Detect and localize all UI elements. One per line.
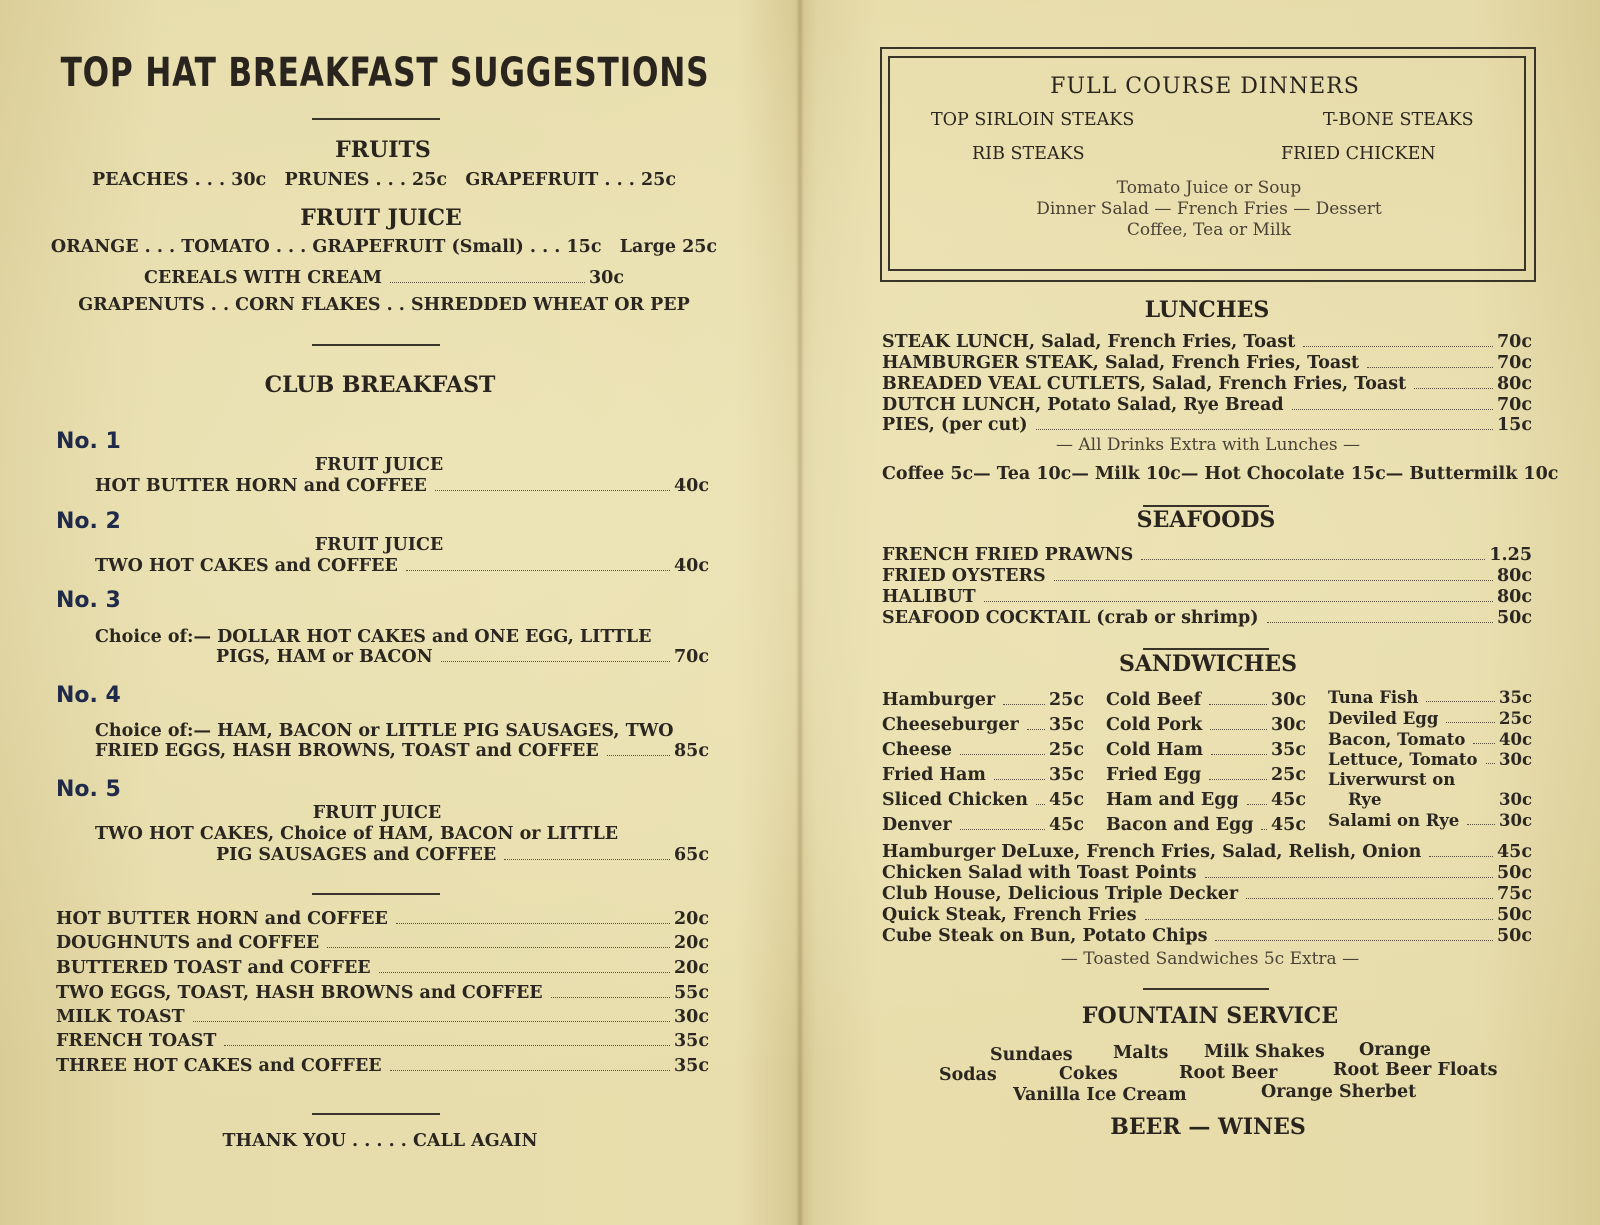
sandwich-special-label: Club House, Delicious Triple Decker	[882, 884, 1239, 904]
sandwich-item-label: Bacon, Tomato	[1328, 730, 1466, 749]
dot-leader	[1036, 804, 1045, 805]
sandwich-item-label: Cheese	[882, 740, 952, 760]
club-no5-line1: TWO HOT CAKES, Choice of HAM, BACON or LITTLE	[95, 824, 619, 844]
fountain-item: Root Beer	[1179, 1063, 1278, 1083]
sandwich-item-price: 25c	[1048, 740, 1084, 760]
dinners-heading: FULL COURSE DINNERS	[1050, 74, 1360, 99]
dot-leader	[1429, 856, 1493, 857]
divider	[312, 344, 440, 346]
sandwich-item-label: Cold Ham	[1106, 740, 1203, 760]
extra-item-label: TWO EGGS, TOAST, HASH BROWNS and COFFEE	[56, 983, 543, 1003]
club-no2-juice: FRUIT JUICE	[314, 535, 444, 555]
extra-item-price: 30c	[673, 1007, 709, 1027]
dot-leader	[1027, 729, 1045, 730]
sandwich-item-price: 30c	[1498, 811, 1532, 830]
dot-leader	[1267, 622, 1493, 623]
dot-leader	[1205, 877, 1493, 878]
club-no5-row	[216, 845, 709, 865]
seafood-item-price: 80c	[1496, 587, 1532, 607]
lunch-item	[882, 415, 1532, 435]
sandwich-item	[1106, 690, 1306, 710]
dot-leader	[1145, 919, 1493, 920]
sandwich-item	[882, 765, 1084, 785]
sandwich-special-price: 50c	[1496, 926, 1532, 946]
dot-leader	[1246, 898, 1493, 899]
dot-leader	[1141, 559, 1485, 560]
toasted-sandwiches-note: — Toasted Sandwiches 5c Extra —	[1060, 949, 1360, 969]
dot-leader	[327, 947, 670, 948]
sandwich-special	[882, 863, 1532, 883]
sandwich-special-price: 45c	[1496, 842, 1532, 862]
sandwich-item-label: Tuna Fish	[1328, 688, 1419, 707]
club-no1-row	[95, 476, 709, 496]
extra-item-price: 35c	[673, 1031, 709, 1051]
extra-item	[56, 1031, 709, 1051]
dot-leader	[504, 859, 670, 860]
sandwich-item-label: Denver	[882, 815, 952, 835]
sandwich-item-label: Liverwurst on	[1328, 770, 1456, 789]
sandwich-item-label: Fried Ham	[882, 765, 986, 785]
seafood-item-label: FRENCH FRIED PRAWNS	[882, 545, 1134, 565]
sandwich-item-label: Salami on Rye	[1328, 811, 1460, 830]
club-no5-line2: PIG SAUSAGES and COFFEE	[216, 845, 497, 865]
divider	[1143, 988, 1269, 990]
extra-item-price: 55c	[673, 983, 709, 1003]
dot-leader	[1467, 824, 1495, 825]
divider	[312, 893, 440, 895]
extra-item	[56, 983, 709, 1003]
sandwich-special-label: Quick Steak, French Fries	[882, 905, 1137, 925]
sandwich-item-label: Deviled Egg	[1328, 709, 1439, 728]
lunch-item-price: 70c	[1496, 332, 1532, 352]
seafood-item	[882, 545, 1532, 565]
club-no1-item: HOT BUTTER HORN and COFFEE	[95, 476, 427, 496]
sandwich-item-label: Fried Egg	[1106, 765, 1202, 785]
extra-item-label: THREE HOT CAKES and COFFEE	[56, 1056, 382, 1076]
sandwich-special-label: Hamburger DeLuxe, French Fries, Salad, Relish, Onion	[882, 842, 1422, 862]
sandwich-item-label: Sliced Chicken	[882, 790, 1028, 810]
lunch-item-label: STEAK LUNCH, Salad, French Fries, Toast	[882, 332, 1296, 352]
fountain-item: Cokes	[1059, 1064, 1118, 1084]
dot-leader	[390, 1070, 670, 1071]
club-no4-line1: Choice of:— HAM, BACON or LITTLE PIG SAUSAGES, TWO	[95, 721, 674, 741]
lunch-item	[882, 374, 1532, 394]
club-breakfast-heading: CLUB BREAKFAST	[264, 372, 496, 398]
lunch-item-price: 70c	[1496, 353, 1532, 373]
sandwich-item-price: 40c	[1498, 730, 1532, 749]
sandwich-item	[1328, 688, 1532, 707]
sandwich-special	[882, 842, 1532, 862]
sandwich-item-price: 35c	[1048, 765, 1084, 785]
dot-leader	[607, 755, 670, 756]
sandwich-item-price: 30c	[1498, 750, 1532, 769]
lunch-item-price: 15c	[1496, 415, 1532, 435]
sandwich-item-label: Rye	[1348, 790, 1382, 809]
dot-leader	[406, 570, 670, 571]
dot-leader	[224, 1045, 670, 1046]
club-no3-line1: Choice of:— DOLLAR HOT CAKES and ONE EGG, LITTLE	[95, 627, 652, 647]
fountain-item: Root Beer Floats	[1333, 1060, 1498, 1080]
fountain-item: Sodas	[939, 1065, 997, 1085]
sandwich-item	[1328, 811, 1532, 830]
dot-leader	[1247, 804, 1267, 805]
dot-leader	[1209, 704, 1267, 705]
sandwich-item	[882, 690, 1084, 710]
fountain-item: Malts	[1113, 1043, 1169, 1063]
dot-leader	[984, 601, 1493, 602]
dot-leader	[441, 661, 670, 662]
extra-item-label: MILK TOAST	[56, 1007, 185, 1027]
club-no2-price: 40c	[673, 556, 709, 576]
seafood-item-price: 50c	[1496, 608, 1532, 628]
sandwich-special	[882, 905, 1532, 925]
sandwiches-heading: SANDWICHES	[1118, 651, 1298, 677]
club-no5-juice: FRUIT JUICE	[312, 803, 442, 823]
club-no3-label: No. 3	[56, 588, 121, 613]
dinner-includes: Tomato Juice or Soup	[1116, 178, 1302, 198]
extra-item-label: HOT BUTTER HORN and COFFEE	[56, 909, 388, 929]
sandwich-special-label: Chicken Salad with Toast Points	[882, 863, 1197, 883]
extra-item-price: 20c	[673, 909, 709, 929]
seafood-item	[882, 608, 1532, 628]
sandwich-item-label: Cold Pork	[1106, 715, 1203, 735]
dot-leader	[1446, 722, 1495, 723]
sandwich-item	[1106, 715, 1306, 735]
sandwich-item-price: 45c	[1048, 790, 1084, 810]
dot-leader	[1036, 429, 1493, 430]
extra-item-price: 35c	[673, 1056, 709, 1076]
dot-leader	[396, 923, 670, 924]
dot-leader	[1486, 763, 1495, 764]
footer-thank-you: THANK YOU . . . . . CALL AGAIN	[222, 1131, 538, 1151]
divider	[312, 1113, 440, 1115]
dot-leader	[1211, 754, 1267, 755]
dinner-item: TOP SIRLOIN STEAKS	[931, 110, 1135, 130]
dot-leader	[435, 490, 670, 491]
dinner-includes: Dinner Salad — French Fries — Dessert	[1036, 199, 1382, 219]
seafood-item-label: SEAFOOD COCKTAIL (crab or shrimp)	[882, 608, 1259, 628]
fountain-item: Milk Shakes	[1204, 1042, 1325, 1062]
dot-leader	[1414, 388, 1493, 389]
club-no2-label: No. 2	[56, 509, 121, 534]
lunch-item	[882, 395, 1532, 415]
sandwich-item-label: Lettuce, Tomato	[1328, 750, 1478, 769]
seafood-item	[882, 566, 1532, 586]
lunches-heading: LUNCHES	[1144, 297, 1270, 323]
fountain-item: Orange	[1359, 1040, 1431, 1060]
dot-leader	[1261, 829, 1267, 830]
page-title: TOP HAT BREAKFAST SUGGESTIONS	[60, 50, 710, 96]
dot-leader	[379, 972, 670, 973]
club-no1-juice: FRUIT JUICE	[314, 455, 444, 475]
dot-leader	[1054, 580, 1493, 581]
lunch-item-label: HAMBURGER STEAK, Salad, French Fries, Toast	[882, 353, 1360, 373]
seafood-item-label: HALIBUT	[882, 587, 976, 607]
sandwich-special-price: 50c	[1496, 863, 1532, 883]
sandwich-item	[882, 715, 1084, 735]
club-no3-row	[216, 647, 709, 667]
dinner-item: FRIED CHICKEN	[1281, 144, 1436, 164]
sandwich-item-price: 25c	[1048, 690, 1084, 710]
sandwich-item	[1328, 709, 1532, 728]
lunch-item-label: DUTCH LUNCH, Potato Salad, Rye Bread	[882, 395, 1284, 415]
lunch-item	[882, 353, 1532, 373]
sandwich-item-label: Ham and Egg	[1106, 790, 1239, 810]
sandwich-item-label: Hamburger	[882, 690, 996, 710]
seafood-item-price: 1.25	[1489, 545, 1532, 565]
dot-leader	[1215, 940, 1493, 941]
sandwich-item-label: Cheeseburger	[882, 715, 1019, 735]
club-no1-label: No. 1	[56, 429, 121, 454]
sandwich-special-label: Cube Steak on Bun, Potato Chips	[882, 926, 1208, 946]
club-no4-price: 85c	[673, 741, 709, 761]
club-no3-line2: PIGS, HAM or BACON	[216, 647, 433, 667]
sandwich-item-price: 30c	[1498, 790, 1532, 809]
divider	[1143, 648, 1269, 650]
lunch-item-price: 70c	[1496, 395, 1532, 415]
dot-leader	[1367, 367, 1493, 368]
dinner-item: T-BONE STEAKS	[1323, 110, 1474, 130]
dot-leader	[994, 779, 1045, 780]
sandwich-item-label: Cold Beef	[1106, 690, 1202, 710]
sandwich-item	[1106, 790, 1306, 810]
cereals-price: 30c	[588, 268, 624, 288]
dot-leader	[960, 754, 1045, 755]
dot-leader	[1210, 729, 1267, 730]
cereals-row	[144, 268, 624, 288]
club-no4-row	[95, 741, 709, 761]
sandwich-item-price: 35c	[1048, 715, 1084, 735]
sandwich-special	[882, 926, 1532, 946]
lunch-item-label: PIES, (per cut)	[882, 415, 1028, 435]
extra-item	[56, 909, 709, 929]
fruits-line: PEACHES . . . 30c PRUNES . . . 25c GRAPEFRUIT . . . 25c	[92, 170, 676, 190]
fountain-service-heading: FOUNTAIN SERVICE	[1081, 1003, 1339, 1029]
club-no5-label: No. 5	[56, 777, 121, 802]
fountain-item: Sundaes	[990, 1045, 1073, 1065]
club-no4-label: No. 4	[56, 683, 121, 708]
fruits-heading: FRUITS	[335, 137, 431, 163]
dot-leader	[551, 997, 670, 998]
fruit-juice-heading: FRUIT JUICE	[300, 205, 462, 231]
dinner-item: RIB STEAKS	[972, 144, 1085, 164]
sandwich-item	[1106, 815, 1306, 835]
club-no5-price: 65c	[673, 845, 709, 865]
extra-item-label: DOUGHNUTS and COFFEE	[56, 933, 320, 953]
sandwich-item	[1106, 740, 1306, 760]
sandwich-item-price: 45c	[1270, 815, 1306, 835]
dot-leader	[1209, 779, 1267, 780]
dot-leader	[1303, 346, 1493, 347]
seafoods-heading: SEAFOODS	[1136, 507, 1276, 533]
sandwich-item	[1328, 730, 1532, 749]
dot-leader	[1003, 704, 1045, 705]
dot-leader	[960, 829, 1045, 830]
lunch-drinks-prices: Coffee 5c— Tea 10c— Milk 10c— Hot Chocolate 15c— Buttermilk 10c	[882, 464, 1559, 484]
dot-leader	[193, 1021, 670, 1022]
seafood-item-label: FRIED OYSTERS	[882, 566, 1046, 586]
dot-leader	[1426, 701, 1495, 702]
extra-item	[56, 1007, 709, 1027]
extra-item-price: 20c	[673, 933, 709, 953]
seafood-item	[882, 587, 1532, 607]
sandwich-item	[1348, 790, 1532, 809]
extra-item-label: BUTTERED TOAST and COFFEE	[56, 958, 371, 978]
sandwich-item-price: 45c	[1048, 815, 1084, 835]
sandwich-item	[1106, 765, 1306, 785]
dot-leader	[1473, 743, 1495, 744]
sandwich-item-price: 30c	[1270, 715, 1306, 735]
fountain-item: Orange Sherbet	[1261, 1082, 1417, 1102]
cereals-label: CEREALS WITH CREAM	[144, 268, 383, 288]
sandwich-special-price: 50c	[1496, 905, 1532, 925]
lunch-drinks-note: — All Drinks Extra with Lunches —	[1055, 435, 1361, 455]
dot-leader	[390, 282, 585, 283]
sandwich-item-price: 25c	[1498, 709, 1532, 728]
extra-item	[56, 933, 709, 953]
sandwich-item-price: 30c	[1270, 690, 1306, 710]
dot-leader	[1292, 409, 1493, 410]
extra-item-price: 20c	[673, 958, 709, 978]
lunch-item-price: 80c	[1496, 374, 1532, 394]
dinner-includes: Coffee, Tea or Milk	[1126, 220, 1292, 240]
sandwich-item	[882, 740, 1084, 760]
sandwich-special-price: 75c	[1496, 884, 1532, 904]
sandwich-item	[1328, 750, 1532, 769]
dot-leader	[1390, 803, 1495, 804]
extra-item-label: FRENCH TOAST	[56, 1031, 217, 1051]
fruit-juice-line: ORANGE . . . TOMATO . . . GRAPEFRUIT (Small) . . . 15c Large 25c	[50, 237, 718, 257]
club-no2-row	[95, 556, 709, 576]
sandwich-special	[882, 884, 1532, 904]
sandwich-item-price: 35c	[1270, 740, 1306, 760]
fountain-item: Vanilla Ice Cream	[1013, 1085, 1187, 1105]
club-no1-price: 40c	[673, 476, 709, 496]
sandwich-item	[882, 790, 1084, 810]
lunch-item-label: BREADED VEAL CUTLETS, Salad, French Fries, Toast	[882, 374, 1407, 394]
divider	[312, 118, 440, 120]
cereals-varieties: GRAPENUTS . . CORN FLAKES . . SHREDDED WHEAT OR PEP	[78, 295, 690, 315]
sandwich-item-price: 35c	[1498, 688, 1532, 707]
club-no4-line2: FRIED EGGS, HASH BROWNS, TOAST and COFFEE	[95, 741, 599, 761]
sandwich-item	[882, 815, 1084, 835]
sandwich-item-price: 45c	[1270, 790, 1306, 810]
club-no2-item: TWO HOT CAKES and COFFEE	[95, 556, 398, 576]
sandwich-item-label: Bacon and Egg	[1106, 815, 1254, 835]
lunch-item	[882, 332, 1532, 352]
extra-item	[56, 958, 709, 978]
club-no3-price: 70c	[673, 647, 709, 667]
sandwich-item-price: 25c	[1270, 765, 1306, 785]
lunch-dinner-panel	[800, 0, 1600, 1225]
extra-item	[56, 1056, 709, 1076]
beer-wines: BEER — WINES	[1110, 1114, 1306, 1140]
seafood-item-price: 80c	[1496, 566, 1532, 586]
